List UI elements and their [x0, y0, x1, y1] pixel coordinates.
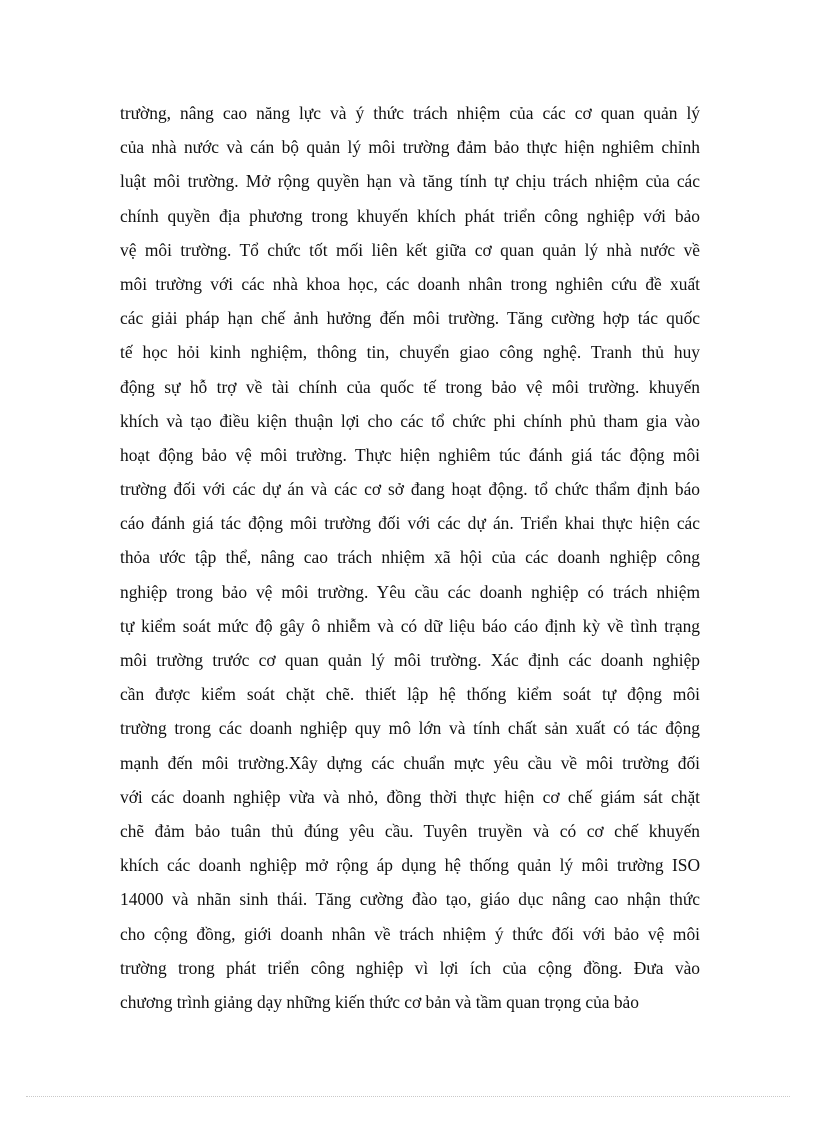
text-line: cho cộng đồng, giới doanh nhân về trách nhiệm ý thức đối với bảo vệ môi [120, 923, 700, 944]
text-line: các giải pháp hạn chế ảnh hưởng đến môi trường. Tăng cường hợp tác quốc [120, 308, 700, 329]
body-paragraph [120, 96, 700, 1019]
text-line: thỏa ước tập thể, nâng cao trách nhiệm xã hội của các doanh nghiệp công [120, 547, 700, 568]
text-line: môi trường với các nhà khoa học, các doanh nhân trong nghiên cứu đề xuất [120, 273, 700, 294]
text-line: khích các doanh nghiệp mở rộng áp dụng hệ thống quản lý môi trường ISO [120, 855, 700, 876]
text-line: chẽ đảm bảo tuân thủ đúng yêu cầu. Tuyên truyền và có cơ chế khuyến [120, 820, 700, 841]
text-line: mạnh đến môi trường.Xây dựng các chuẩn mực yêu cầu về môi trường đối [120, 752, 700, 773]
text-line: động sự hỗ trợ về tài chính của quốc tế trong bảo vệ môi trường. khuyến [120, 376, 700, 397]
text-line: với các doanh nghiệp vừa và nhỏ, đồng thời thực hiện cơ chế giám sát chặt [120, 786, 700, 807]
text-line: hoạt động bảo vệ môi trường. Thực hiện nghiêm túc đánh giá tác động môi [120, 444, 700, 465]
text-line: môi trường trước cơ quan quản lý môi trường. Xác định các doanh nghiệp [120, 650, 700, 670]
text-line: cần được kiểm soát chặt chẽ. thiết lập hệ thống kiểm soát tự động môi [120, 684, 700, 705]
text-line: nghiệp trong bảo vệ môi trường. Yêu cầu các doanh nghiệp có trách nhiệm [120, 581, 700, 602]
text-line: khích và tạo điều kiện thuận lợi cho các tổ chức phi chính phủ tham gia vào [120, 410, 700, 431]
text-line: trường trong phát triển công nghiệp vì lợi ích của cộng đồng. Đưa vào [120, 957, 700, 978]
text-line: luật môi trường. Mở rộng quyền hạn và tăng tính tự chịu trách nhiệm của các [120, 171, 700, 192]
text-line: trường trong các doanh nghiệp quy mô lớn và tính chất sản xuất có tác động [120, 718, 700, 739]
text-line: tế học hỏi kinh nghiệm, thông tin, chuyển giao công nghệ. Tranh thủ huy [120, 342, 700, 363]
page-footer-divider [26, 1096, 790, 1097]
text-line: của nhà nước và cán bộ quản lý môi trường đảm bảo thực hiện nghiêm chỉnh [120, 137, 700, 158]
text-line: vệ môi trường. Tổ chức tốt mối liên kết giữa cơ quan quản lý nhà nước về [120, 239, 700, 260]
text-line: chương trình giảng dạy những kiến thức cơ bản và tầm quan trọng của bảo [120, 991, 639, 1012]
text-line: 14000 và nhãn sinh thái. Tăng cường đào tạo, giáo dục nâng cao nhận thức [120, 889, 700, 910]
text-line: chính quyền địa phương trong khuyến khích phát triển công nghiệp với bảo [120, 205, 700, 226]
text-line: tự kiểm soát mức độ gây ô nhiễm và có dữ liệu báo cáo định kỳ về tình trạng [120, 615, 700, 636]
text-line: trường đối với các dự án và các cơ sở đang hoạt động. tổ chức thẩm định báo [120, 479, 700, 500]
text-line: trường, nâng cao năng lực và ý thức trách nhiệm của các cơ quan quản lý [120, 103, 700, 123]
text-line: cáo đánh giá tác động môi trường đối với các dự án. Triển khai thực hiện các [120, 513, 700, 534]
